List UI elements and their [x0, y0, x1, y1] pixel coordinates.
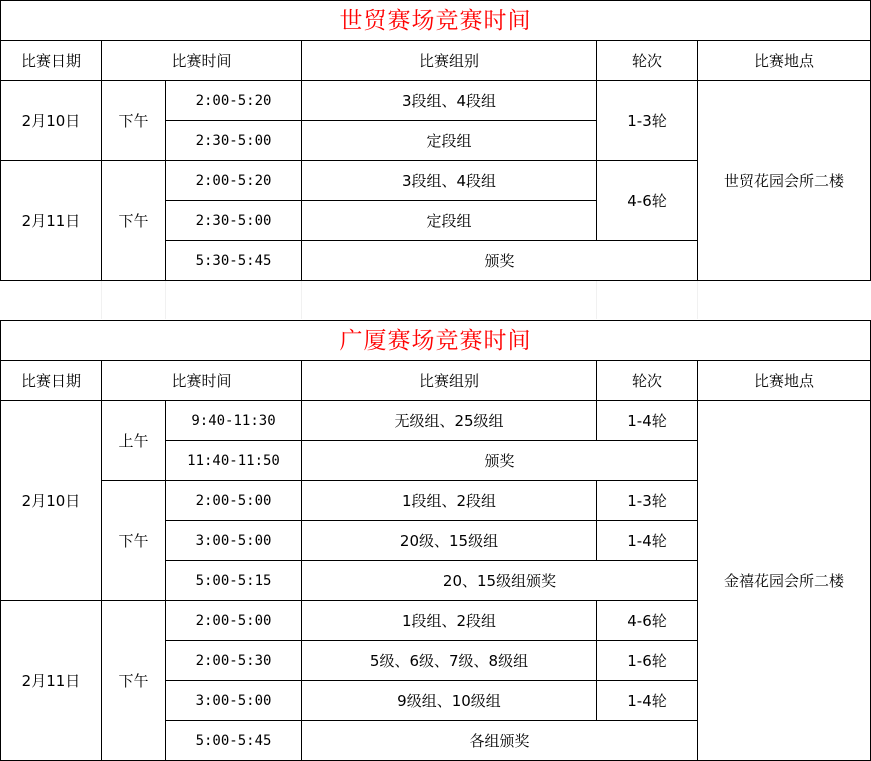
guangsha-schedule-table [0, 320, 871, 761]
time-cell: 2:00-5:00 [166, 601, 302, 641]
round-cell: 1-3轮 [597, 481, 698, 521]
group-cell: 3段组、4段组 [302, 81, 597, 121]
header-row [1, 361, 871, 401]
header-group: 比赛组别 [302, 41, 597, 81]
header-round: 轮次 [597, 41, 698, 81]
title-row [1, 321, 871, 361]
header-group: 比赛组别 [302, 361, 597, 401]
group-cell: 颁奖 [302, 241, 698, 281]
group-cell: 20级、15级组 [302, 521, 597, 561]
time-cell: 2:30-5:00 [166, 121, 302, 161]
time-cell: 2:00-5:20 [166, 81, 302, 121]
period-cell: 下午 [102, 81, 166, 161]
time-cell: 2:00-5:20 [166, 161, 302, 201]
table-title: 世贸赛场竞赛时间 [1, 1, 871, 41]
group-cell: 1段组、2段组 [302, 481, 597, 521]
round-cell: 1-4轮 [597, 521, 698, 561]
group-cell: 3段组、4段组 [302, 161, 597, 201]
time-cell: 11:40-11:50 [166, 441, 302, 481]
spacer-gridlines [0, 281, 870, 319]
group-cell: 定段组 [302, 121, 597, 161]
group-cell: 无级组、25级组 [302, 401, 597, 441]
group-cell: 颁奖 [302, 441, 698, 481]
table-title: 广厦赛场竞赛时间 [1, 321, 871, 361]
time-cell: 9:40-11:30 [166, 401, 302, 441]
header-time: 比赛时间 [102, 41, 302, 81]
time-cell: 2:00-5:00 [166, 481, 302, 521]
period-cell: 下午 [102, 161, 166, 281]
shimao-schedule-table [0, 0, 871, 281]
header-round: 轮次 [597, 361, 698, 401]
title-row [1, 1, 871, 41]
header-date: 比赛日期 [1, 361, 102, 401]
period-cell: 上午 [102, 401, 166, 481]
round-cell: 1-4轮 [597, 681, 698, 721]
date-cell: 2月11日 [1, 601, 102, 761]
time-cell: 5:00-5:15 [166, 561, 302, 601]
round-cell: 1-4轮 [597, 401, 698, 441]
header-venue: 比赛地点 [698, 361, 871, 401]
round-cell: 1-6轮 [597, 641, 698, 681]
group-cell: 1段组、2段组 [302, 601, 597, 641]
time-cell: 3:00-5:00 [166, 681, 302, 721]
date-cell: 2月11日 [1, 161, 102, 281]
time-cell: 2:00-5:30 [166, 641, 302, 681]
group-cell: 9级组、10级组 [302, 681, 597, 721]
group-cell: 5级、6级、7级、8级组 [302, 641, 597, 681]
round-cell: 4-6轮 [597, 601, 698, 641]
date-cell: 2月10日 [1, 401, 102, 601]
period-cell: 下午 [102, 601, 166, 761]
header-venue: 比赛地点 [698, 41, 871, 81]
table-row [1, 81, 871, 121]
group-cell: 20、15级组颁奖 [302, 561, 698, 601]
group-cell: 各组颁奖 [302, 721, 698, 761]
group-cell: 定段组 [302, 201, 597, 241]
venue-cell: 世贸花园会所二楼 [698, 81, 871, 281]
date-cell: 2月10日 [1, 81, 102, 161]
time-cell: 2:30-5:00 [166, 201, 302, 241]
header-row [1, 41, 871, 81]
round-cell: 4-6轮 [597, 161, 698, 241]
period-cell: 下午 [102, 481, 166, 601]
time-cell: 5:30-5:45 [166, 241, 302, 281]
venue-cell: 金禧花园会所二楼 [698, 401, 871, 761]
round-cell: 1-3轮 [597, 81, 698, 161]
time-cell: 3:00-5:00 [166, 521, 302, 561]
table-row [1, 401, 871, 441]
header-time: 比赛时间 [102, 361, 302, 401]
header-date: 比赛日期 [1, 41, 102, 81]
time-cell: 5:00-5:45 [166, 721, 302, 761]
